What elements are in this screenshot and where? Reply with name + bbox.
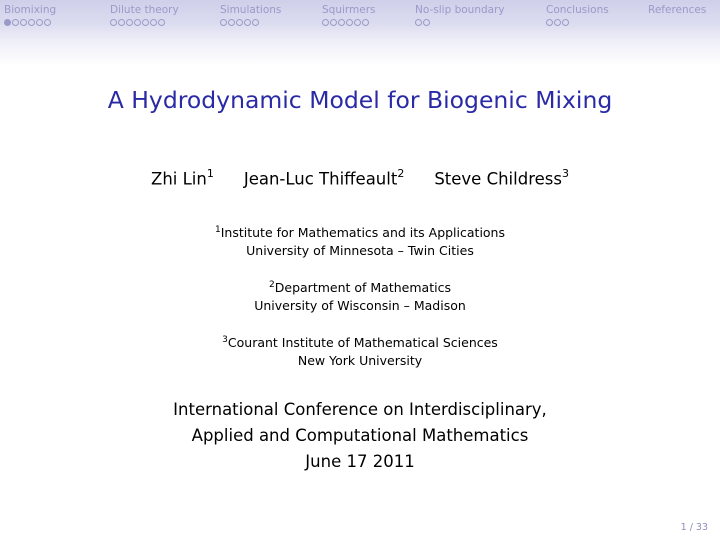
- author: [434, 168, 569, 189]
- nav-dots: [4, 18, 56, 26]
- nav-dots: [322, 18, 376, 26]
- affiliation-line: [0, 276, 720, 297]
- affiliation: [0, 331, 720, 370]
- nav-dots: [110, 18, 179, 26]
- nav-section-no-slip-boundary[interactable]: [415, 3, 505, 26]
- affiliation-institute: Courant Institute of Mathematical Sciences: [227, 335, 498, 351]
- author-name: Jean-Luc Thiffeault: [243, 169, 398, 189]
- nav-dot[interactable]: [220, 19, 227, 26]
- nav-dot[interactable]: [36, 19, 43, 26]
- nav-section-label: Dilute theory: [110, 4, 179, 16]
- conference-info: [0, 397, 720, 475]
- author: [244, 168, 404, 189]
- nav-section-label: Conclusions: [546, 4, 609, 16]
- nav-dot[interactable]: [110, 19, 117, 26]
- nav-dot[interactable]: [134, 19, 141, 26]
- nav-dot[interactable]: [236, 19, 243, 26]
- nav-dot[interactable]: [44, 19, 51, 26]
- nav-section-label: Simulations: [220, 4, 282, 16]
- nav-section-dilute-theory[interactable]: [110, 3, 179, 26]
- nav-dot[interactable]: [562, 19, 569, 26]
- author-mark: 2: [397, 167, 405, 180]
- affiliation: [0, 276, 720, 315]
- nav-dot[interactable]: [346, 19, 353, 26]
- nav-dot[interactable]: [118, 19, 125, 26]
- conference-date: June 17 2011: [305, 452, 415, 471]
- nav-dots: [648, 18, 706, 26]
- nav-dots: [220, 18, 281, 26]
- affiliation-university: New York University: [297, 353, 423, 369]
- nav-dot[interactable]: [142, 19, 149, 26]
- nav-section-conclusions[interactable]: [546, 3, 609, 26]
- affiliation-mark: 2: [269, 280, 275, 290]
- nav-dots: [546, 18, 609, 26]
- affiliation-mark: 1: [214, 225, 221, 235]
- conference-name-line1: International Conference on Interdisciplinary,: [173, 400, 547, 419]
- nav-section-references[interactable]: [648, 3, 706, 26]
- nav-dot[interactable]: [554, 19, 561, 26]
- nav-dot[interactable]: [20, 19, 27, 26]
- nav-section-label: Squirmers: [322, 4, 376, 16]
- nav-dot[interactable]: [126, 19, 133, 26]
- nav-dot[interactable]: [546, 19, 553, 26]
- nav-dot[interactable]: [12, 19, 19, 26]
- affiliation-university: University of Minnesota – Twin Cities: [246, 243, 474, 259]
- affiliation-mark: 3: [222, 335, 228, 345]
- nav-dot[interactable]: [338, 19, 345, 26]
- affiliation: [0, 221, 720, 260]
- author-mark: 1: [206, 167, 214, 180]
- author-name: Zhi Lin: [151, 169, 207, 189]
- page-number: 1 / 33: [680, 522, 708, 533]
- affiliation-line: [0, 331, 720, 352]
- nav-dot[interactable]: [4, 19, 11, 26]
- nav-dot[interactable]: [228, 19, 235, 26]
- nav-dot[interactable]: [158, 19, 165, 26]
- nav-dot[interactable]: [252, 19, 259, 26]
- nav-dot[interactable]: [322, 19, 329, 26]
- affiliation-line: [0, 221, 720, 242]
- nav-dot[interactable]: [423, 19, 430, 26]
- affiliation-university: University of Wisconsin – Madison: [254, 298, 466, 314]
- author: [151, 168, 214, 189]
- nav-dot[interactable]: [330, 19, 337, 26]
- nav-dot[interactable]: [150, 19, 157, 26]
- slide-title: A Hydrodynamic Model for Biogenic Mixing: [107, 86, 613, 114]
- nav-dot[interactable]: [28, 19, 35, 26]
- nav-section-label: References: [648, 4, 707, 16]
- nav-dots: [415, 18, 505, 26]
- navigation-bar: [0, 0, 720, 66]
- nav-dot[interactable]: [362, 19, 369, 26]
- conference-name-line2: Applied and Computational Mathematics: [191, 426, 529, 445]
- nav-section-label: No-slip boundary: [415, 4, 505, 16]
- nav-dot[interactable]: [415, 19, 422, 26]
- nav-section-simulations[interactable]: [220, 3, 281, 26]
- nav-dot[interactable]: [244, 19, 251, 26]
- affiliation-institute: Department of Mathematics: [274, 280, 451, 296]
- nav-dot[interactable]: [354, 19, 361, 26]
- affiliation-institute: Institute for Mathematics and its Applications: [220, 225, 505, 241]
- nav-section-biomixing[interactable]: [4, 3, 56, 26]
- nav-section-label: Biomixing: [4, 4, 57, 16]
- author-name: Steve Childress: [434, 169, 562, 189]
- nav-section-squirmers[interactable]: [322, 3, 376, 26]
- author-mark: 3: [561, 167, 569, 180]
- author-list: [0, 168, 720, 189]
